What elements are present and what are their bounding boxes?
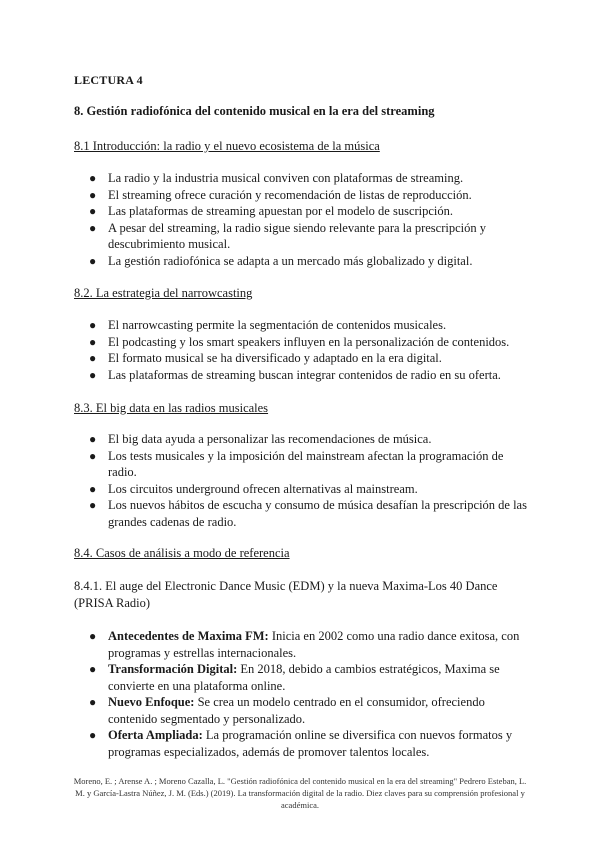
list-item: ● La gestión radiofónica se adapta a un mercado más globalizado y digital. (89, 253, 473, 268)
list-item: ● El narrowcasting permite la segmentación de contenidos musicales. (89, 318, 447, 332)
bullet-icon: ● (89, 253, 97, 268)
bullet-icon: ● (89, 351, 97, 365)
list-item: ● El big data ayuda a personalizar las recomendaciones de música. (89, 432, 432, 446)
list-item: ● Las plataformas de streaming apuestan por el modelo de suscripción. (89, 204, 454, 218)
bullet-icon: ● (89, 432, 97, 446)
section-8-3-list (74, 431, 534, 530)
section-heading-8-2: 8.2. La estrategia del narrowcasting (74, 286, 253, 300)
section-8-1-list (74, 170, 534, 269)
list-item: ● Transformación Digital: En 2018, debido a cambios estratégicos, Maxima se convierte en una plataforma online. (89, 662, 500, 693)
lectura-label: LECTURA 4 (74, 73, 143, 87)
bullet-icon: ● (89, 629, 97, 643)
cases-list (74, 628, 534, 760)
list-item: ● Las plataformas de streaming buscan integrar contenidos de radio en su oferta. (89, 367, 501, 382)
bullet-icon: ● (89, 220, 97, 235)
list-item: ● Los circuitos underground ofrecen alternativas al mainstream. (89, 481, 418, 496)
bullet-icon: ● (89, 695, 97, 709)
bullet-icon: ● (89, 498, 97, 512)
section-heading-8-3: 8.3. El big data en las radios musicales (74, 401, 269, 415)
list-item: ● El formato musical se ha diversificado y adaptado en la era digital. (89, 351, 442, 365)
bullet-icon: ● (89, 334, 97, 349)
list-item: ● Los tests musicales y la imposición del mainstream afectan la programación de radio. (89, 448, 504, 479)
bullet-icon: ● (89, 318, 97, 332)
citation-footer: Moreno, E. ; Arense A. ; Moreno Cazalla, L. "Gestión radiofónica del contenido musical en la era del streaming" Pedrero Esteban, L. M. y García-Lastra Núñez, J. M. (Eds.) (2019). La transformación digital de la radio. Diez claves para su comprensión profesional y académica. (73, 776, 527, 810)
subsection-heading-8-4-1: 8.4.1. El auge del Electronic Dance Music (EDM) y la nueva Maxima-Los 40 Dance (PRISA Radio) (74, 579, 498, 610)
section-heading-8-4: 8.4. Casos de análisis a modo de referencia (74, 546, 290, 560)
page-title: 8. Gestión radiofónica del contenido musical en la era del streaming (74, 104, 435, 118)
section-8-2-list (74, 317, 534, 383)
list-item: ● A pesar del streaming, la radio sigue siendo relevante para la prescripción y descubrimiento musical. (89, 220, 486, 251)
list-item: ● Oferta Ampliada: La programación online se diversifica con nuevos formatos y programas especializados, además de promover talentos locales. (89, 728, 513, 759)
list-item: ● El podcasting y los smart speakers influyen en la personalización de contenidos. (89, 334, 510, 349)
bullet-icon: ● (89, 728, 97, 742)
list-item: ● El streaming ofrece curación y recomendación de listas de reproducción. (89, 187, 472, 202)
list-item: ● La radio y la industria musical conviven con plataformas de streaming. (89, 171, 464, 185)
bullet-icon: ● (89, 481, 97, 496)
bullet-icon: ● (89, 187, 97, 202)
list-item: ● Los nuevos hábitos de escucha y consumo de música desafían la prescripción de las grandes cadenas de radio. (89, 498, 527, 529)
list-item: ● Antecedentes de Maxima FM: Inicia en 2002 como una radio dance exitosa, con programas y estrellas internacionales. (89, 629, 520, 660)
bullet-icon: ● (89, 204, 97, 218)
bullet-icon: ● (89, 171, 97, 185)
bullet-icon: ● (89, 662, 97, 676)
list-item: ● Nuevo Enfoque: Se crea un modelo centrado en el consumidor, ofreciendo contenido segmentado y personalizado. (89, 695, 485, 726)
bullet-icon: ● (89, 367, 97, 382)
section-heading-8-1: 8.1 Introducción: la radio y el nuevo ecosistema de la música (74, 139, 380, 153)
bullet-icon: ● (89, 448, 97, 463)
